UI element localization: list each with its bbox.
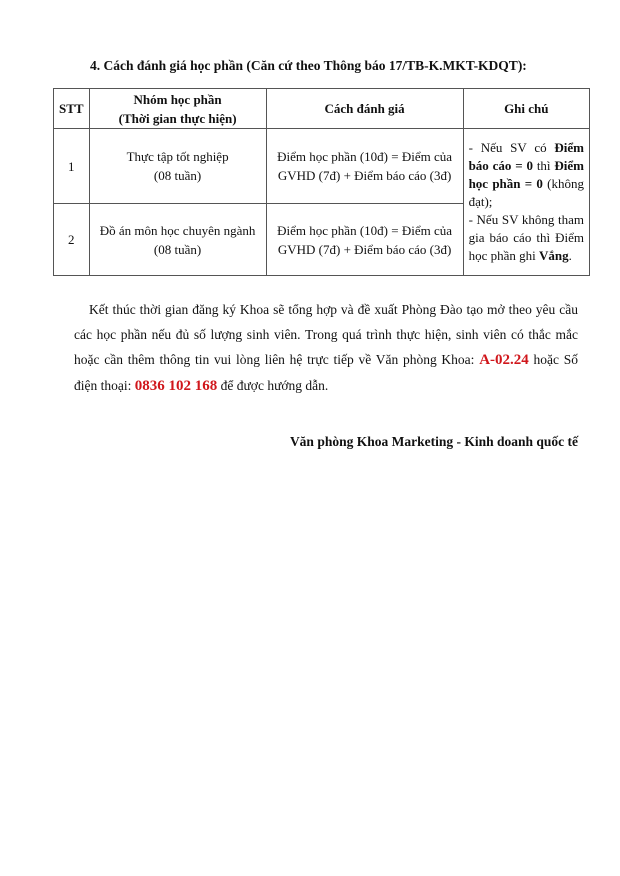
note-text: . — [568, 248, 572, 263]
group-duration: (08 tuần) — [153, 168, 202, 183]
note-cell — [463, 129, 589, 276]
header-group-line2: (Thời gian thực hiện) — [118, 110, 237, 126]
table-header-row — [54, 89, 590, 129]
row-group — [89, 204, 266, 276]
paragraph-text: Kết thúc thời gian đăng ký Khoa sẽ tổng hợp và đề xuất Phòng Đào tạo mở theo yêu cầu các học phần nếu đủ số lượng sinh viên. Trong quá trình thực hiện, sinh viên có thắc mắc hoặc cần thêm thông tin vui lòng liên hệ trực tiếp về Văn phòng Khoa: — [74, 302, 578, 367]
table-row — [54, 129, 590, 204]
note-bold: Vắng — [538, 248, 569, 263]
note-text: thì — [532, 158, 555, 173]
signature: Văn phòng Khoa Marketing - Kinh doanh quốc tế — [289, 434, 578, 449]
note-text: - Nếu SV không tham gia báo cáo thì Điểm học phần ghi — [468, 212, 584, 263]
note-bold: Điểm học phần = 0 — [468, 158, 584, 191]
group-duration: (08 tuần) — [153, 241, 202, 257]
note-text: - Nếu SV có — [468, 140, 555, 155]
note-text: (không đạt); — [468, 176, 584, 209]
header-group — [89, 89, 266, 129]
section-heading: 4. Cách đánh giá học phần (Căn cứ theo Thông báo 17/TB-K.MKT-KDQT): — [90, 58, 527, 73]
row-group — [89, 129, 266, 204]
closing-paragraph — [74, 297, 578, 399]
row-method: Điểm học phần (10đ) = Điểm của GVHD (7đ) + Điểm báo cáo (3đ) — [266, 204, 463, 276]
header-note: Ghi chú — [463, 89, 589, 129]
header-method: Cách đánh giá — [266, 89, 463, 129]
header-stt: STT — [54, 89, 90, 129]
row-stt: 1 — [54, 129, 90, 204]
row-stt: 2 — [54, 204, 90, 276]
paragraph-text: để được hướng dẫn. — [217, 378, 329, 393]
group-name: Thực tập tốt nghiệp — [126, 149, 229, 164]
note-bold: Điểm báo cáo = 0 — [468, 140, 584, 173]
header-group-line1: Nhóm học phần — [133, 91, 222, 107]
evaluation-table — [53, 88, 590, 276]
office-room: A-02.24 — [479, 352, 529, 368]
phone-number: 0836 102 168 — [134, 378, 218, 394]
row-method: Điểm học phần (10đ) = Điểm của GVHD (7đ) + Điểm báo cáo (3đ) — [266, 129, 463, 204]
group-name: Đồ án môn học chuyên ngành — [99, 222, 256, 238]
paragraph-text: hoặc Số điện thoại: — [74, 352, 579, 393]
